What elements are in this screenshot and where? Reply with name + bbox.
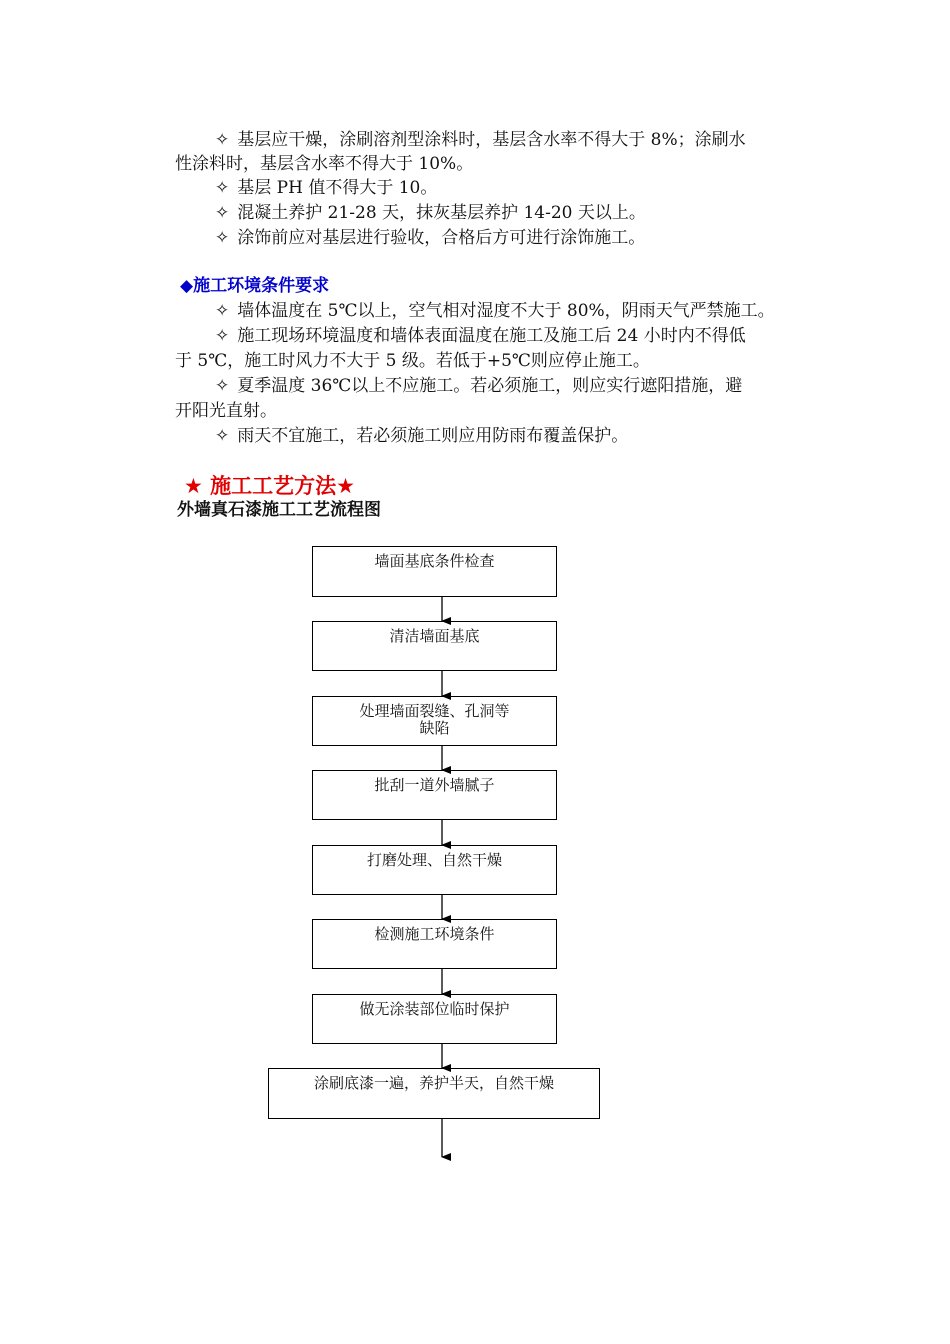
flow-step-label: 检测施工环境条件 [374,925,495,943]
flow-step-5 [312,845,557,895]
flow-step-label: 处理墙面裂缝、孔洞等缺陷 [359,702,510,737]
item-text: 夏季温度 36℃以上不应施工。若必须施工，则应实行遮阳措施，避 [237,376,743,396]
list-item-continuation: 于 5℃，施工时风力不大于 5 级。若低于+5℃则应停止施工。 [175,351,650,371]
flow-step-7 [312,994,557,1044]
section-heading-environment: ◆施工环境条件要求 [180,276,330,296]
item-text: 墙体温度在 5℃以上，空气相对湿度不大于 80%，阴雨天气严禁施工。 [237,301,775,321]
flow-step-label: 清洁墙面基底 [389,627,480,645]
diamond-bullet-icon: ✧ [215,426,230,446]
item-text: 涂饰前应对基层进行验收，合格后方可进行涂饰施工。 [237,228,646,248]
item-text: 混凝土养护 21-28 天，抹灰基层养护 14-20 天以上。 [237,203,646,223]
flow-step-label: 批刮一道外墙腻子 [374,776,495,794]
list-item-continuation: 开阳光直射。 [175,401,277,421]
flow-step-label: 打磨处理、自然干燥 [366,851,502,869]
diamond-bullet-icon: ✧ [215,130,230,150]
flow-step-6 [312,919,557,969]
diamond-bullet-icon: ✧ [215,228,230,248]
diamond-bullet-icon: ✧ [215,376,230,396]
flow-step-8 [268,1068,600,1119]
item-text: 基层应干燥，涂刷溶剂型涂料时，基层含水率不得大于 8%；涂刷水 [237,130,746,150]
flow-step-label: 做无涂装部位临时保护 [359,1000,510,1018]
flow-step-label: 墙面基底条件检查 [374,552,495,570]
diamond-bullet-icon: ✧ [215,301,230,321]
item-text: 雨天不宜施工，若必须施工则应用防雨布覆盖保护。 [237,426,629,446]
item-text: 基层 PH 值不得大于 10。 [237,178,438,198]
diamond-bullet-icon: ✧ [215,203,230,223]
flow-step-1 [312,546,557,597]
item-text: 施工现场环境温度和墙体表面温度在施工及施工后 24 小时内不得低 [237,326,746,346]
flow-step-4 [312,770,557,820]
section-heading-method: ★ 施工工艺方法★ [184,474,355,498]
diamond-bullet-icon: ✧ [215,326,230,346]
flow-step-label: 涂刷底漆一遍，养护半天，自然干燥 [313,1074,554,1092]
flow-step-3 [312,696,557,746]
diamond-bullet-icon: ✧ [215,178,230,198]
flow-step-2 [312,621,557,671]
flowchart-title: 外墙真石漆施工工艺流程图 [177,500,381,520]
list-item-continuation: 性涂料时，基层含水率不得大于 10%。 [175,154,474,174]
